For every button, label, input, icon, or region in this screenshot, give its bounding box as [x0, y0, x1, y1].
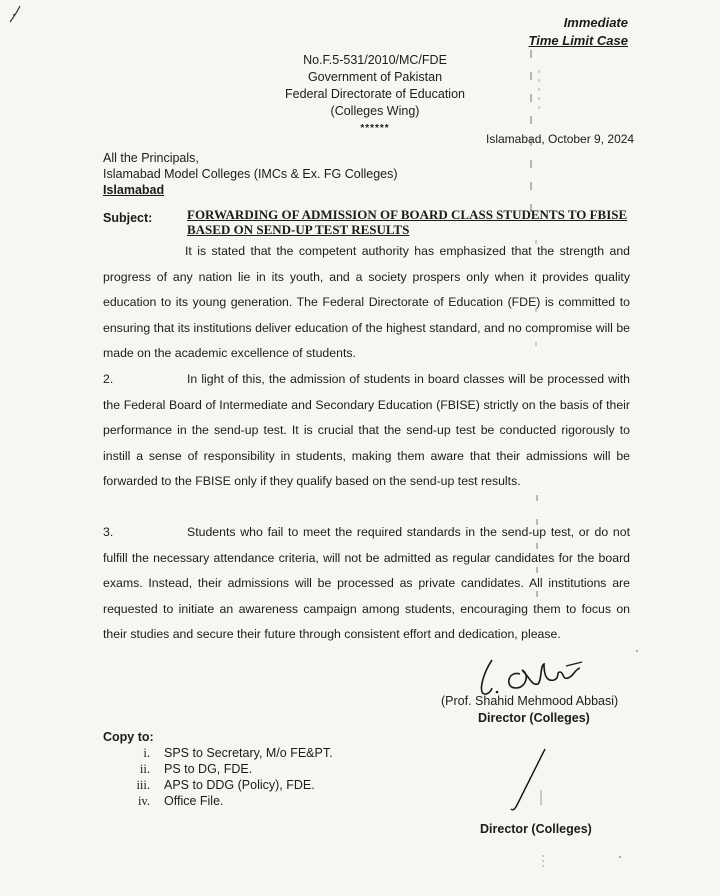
paragraph-3-text: Students who fail to meet the required standards in the send-up test, or do not fulfill the necessary attendance criteria, will not be admitted as regular candidates for the board exams. Instead, their admissions will be processed as private candidates. All institutions are requested to initiate an awareness campaign among students, encouraging them to focus on their studies and secure their future through consistent effort and dedication, please.	[103, 525, 630, 641]
subject-text: FORWARDING OF ADMISSION OF BOARD CLASS STUDENTS TO FBISE BASED ON SEND-UP TEST RESULTS	[187, 207, 628, 237]
urgency-marking	[529, 14, 628, 50]
subject-label: Subject:	[103, 211, 153, 225]
footer-title: Director (Colleges)	[480, 822, 592, 836]
paragraph-2-number: 2.	[103, 372, 114, 386]
copy-to-list	[118, 745, 333, 809]
copy-item	[118, 793, 333, 809]
copy-item-number: iii.	[136, 778, 150, 792]
handwritten-initial	[505, 745, 555, 815]
copy-item	[118, 745, 333, 761]
paragraph-3	[103, 520, 630, 648]
copy-item	[118, 761, 333, 777]
signatory-name: (Prof. Shahid Mehmood Abbasi)	[441, 694, 619, 708]
copy-item-text: Office File.	[164, 794, 224, 808]
date-line: Islamabad, October 9, 2024	[486, 132, 635, 146]
urgency-time-limit: Time Limit Case	[528, 33, 628, 48]
addressee-city: Islamabad	[103, 183, 165, 197]
wing-name: (Colleges Wing)	[330, 104, 420, 118]
copy-item-text: SPS to Secretary, M/o FE&PT.	[164, 746, 333, 760]
government-name: Government of Pakistan	[307, 70, 443, 84]
copy-item-text: APS to DDG (Policy), FDE.	[164, 778, 315, 792]
paragraph-2	[103, 367, 630, 495]
copy-item-text: PS to DG, FDE.	[164, 762, 253, 776]
file-number: No.F.5-531/2010/MC/FDE	[303, 53, 447, 67]
addressee-line-1: All the Principals,	[103, 151, 199, 165]
addressee	[103, 150, 398, 198]
copy-item-number: i.	[143, 746, 150, 760]
paragraph-2-text: In light of this, the admission of students in board classes will be processed with the Federal Board of Intermediate and Secondary Education (FBISE) strictly on the basis of their performance in the send-up test. It is crucial that the send-up test be conducted rigorously to instill a sense of responsibility in students, making them aware that their admissions will be forwarded to the FBISE only if they qualify based on the send-up test results.	[103, 372, 630, 488]
paragraph-1: It is stated that the competent authority has emphasized that the strength and progress of any nation lie in its youth, and a society prospers only when it provides quality education to its young generation. The Federal Directorate of Education (FDE) is committed to ensuring that its institutions deliver education of the highest standard, and no compromise will be made on the academic excellence of students.	[103, 244, 630, 360]
addressee-line-2: Islamabad Model Colleges (IMCs & Ex. FG Colleges)	[103, 167, 398, 181]
signatory-title: Director (Colleges)	[478, 711, 590, 725]
header-stars: ******	[360, 123, 390, 134]
paragraph-3-number: 3.	[103, 525, 114, 539]
directorate-name: Federal Directorate of Education	[285, 87, 465, 101]
letterhead	[250, 52, 500, 137]
copy-item-number: ii.	[139, 762, 150, 776]
copy-item	[118, 777, 333, 793]
copy-item-number: iv.	[137, 794, 150, 808]
urgency-immediate: Immediate	[563, 15, 628, 30]
copy-to-label: Copy to:	[103, 730, 154, 744]
